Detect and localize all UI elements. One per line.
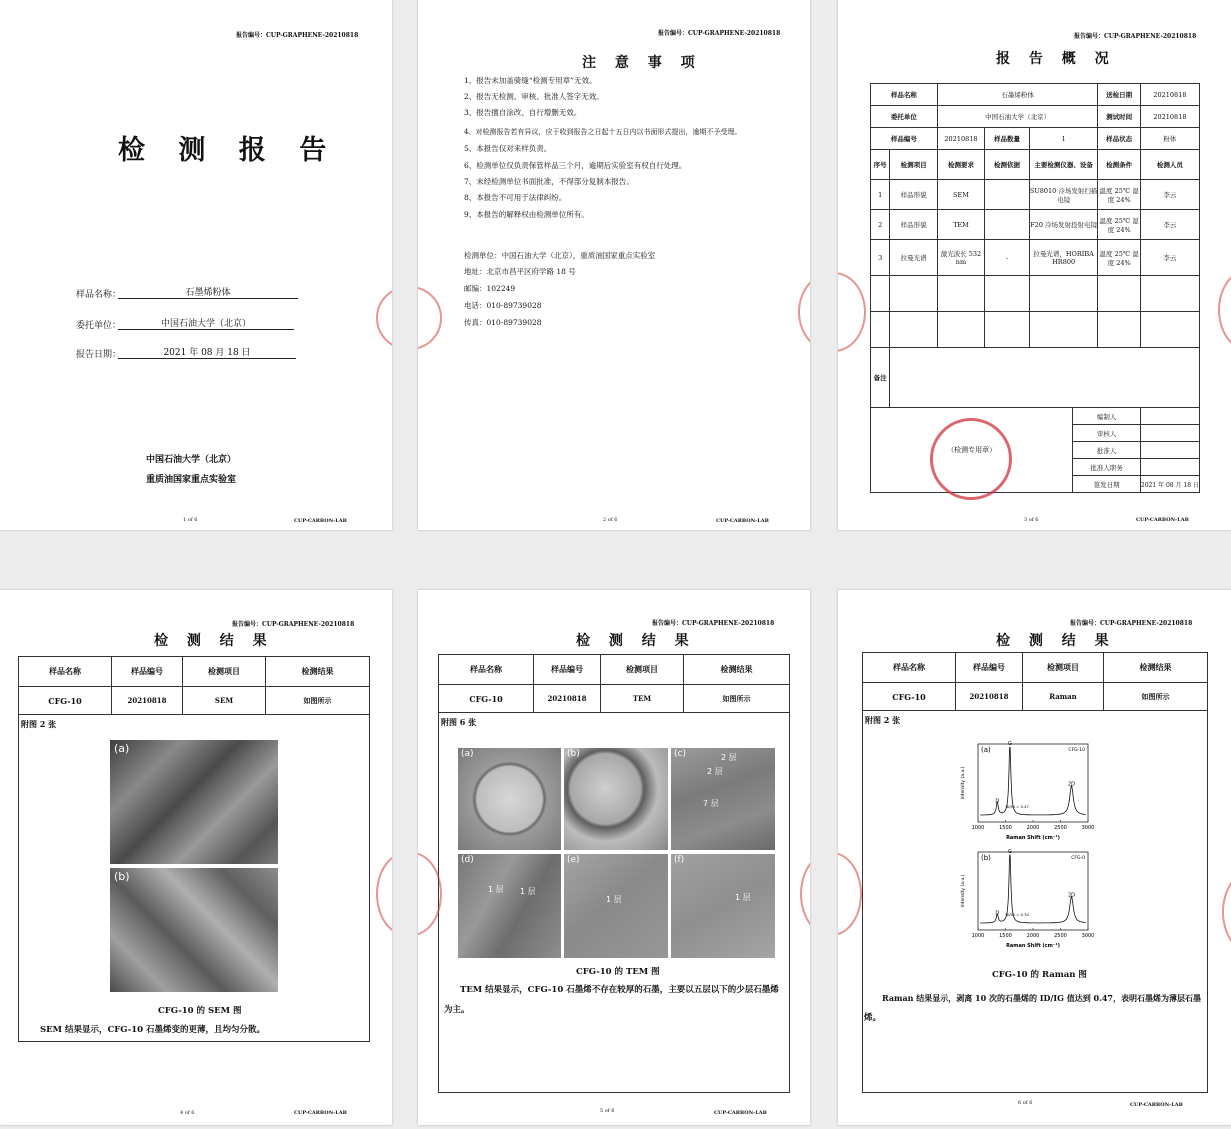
panel-label: (b) [981, 854, 991, 862]
cell: 样品形貌 [890, 180, 938, 210]
contact-line: 地址：北京市昌平区府学路 18 号 [464, 267, 576, 276]
stamp-text: （检测专用章） [947, 446, 997, 454]
lab-name: 重质油国家重点实验室 [146, 475, 237, 485]
cell: 样品状态 [1098, 128, 1140, 150]
cell: 3 [871, 240, 890, 276]
note-item: 3、报告擅自涂改、自行增删无效。 [464, 108, 582, 117]
table-header-row [19, 657, 370, 687]
header-cell: 检测项目 [890, 150, 938, 180]
note-item: 2、报告无检测、审核、批准人签字无效。 [464, 92, 604, 101]
tem-image-d [458, 854, 561, 958]
sign-row [871, 408, 1200, 425]
header-cell: 检测项目 [1023, 653, 1104, 683]
lab-footer: CUP-CARBON-LAB [294, 1110, 347, 1116]
panel-label: (d) [461, 855, 474, 865]
cell: 激光波长 532 nm [937, 240, 984, 276]
header-cell: 检测结果 [684, 655, 790, 685]
result-title: 检 测 结 果 [576, 633, 696, 649]
report-number: 报告编号：CUP-GRAPHENE-20210818 [1070, 620, 1193, 627]
cell: 样品数量 [985, 128, 1030, 150]
result-text-line2: 烯。 [864, 1013, 882, 1023]
sample-name-value: 石墨烯粉体 [118, 285, 298, 299]
layer-label: 7 层 [703, 799, 719, 808]
peak-label: 2D [1067, 781, 1076, 788]
cell: 20210818 [534, 685, 601, 713]
figure-caption: CFG-10 的 SEM 图 [158, 1006, 242, 1016]
seal-partial [798, 272, 810, 352]
client-value: 中国石油大学（北京） [118, 316, 294, 330]
seal-partial [418, 286, 442, 350]
header-cell: 样品名称 [863, 653, 956, 683]
result-text-line1: TEM 结果显示，CFG-10 石墨烯不存在较厚的石墨，主要以五层以下的少层石墨烯 [460, 985, 779, 995]
cell: SEM [937, 180, 984, 210]
peak-label: G [1007, 741, 1012, 747]
header-cell: 样品名称 [19, 657, 112, 687]
cell: 20210818 [112, 687, 183, 715]
cell: 如图所示 [684, 685, 790, 713]
report-page-sem [0, 590, 392, 1125]
panel-label: (a) [981, 746, 991, 754]
x-tick-label: 2000 [1026, 825, 1040, 831]
report-number: 报告编号：CUP-GRAPHENE-20210818 [236, 32, 359, 39]
header-cell: 检测结果 [1104, 653, 1208, 683]
ratio-annotation: ID/IG = 0.34 [1005, 912, 1029, 918]
layer-label: 2 层 [707, 767, 723, 776]
sign-label: 签发日期 [1073, 476, 1141, 493]
seal-partial [376, 852, 392, 936]
table-header-row [439, 655, 790, 685]
table-row [871, 128, 1200, 150]
layer-label: 2 层 [721, 753, 737, 762]
report-page-overview [838, 0, 1231, 530]
x-tick-label: 1500 [999, 933, 1012, 939]
x-tick-label: 2000 [1026, 933, 1040, 939]
table-row-empty [871, 276, 1200, 312]
panel-label: (f) [674, 855, 685, 865]
overview-table [870, 83, 1200, 493]
header-cell: 检测条件 [1098, 150, 1140, 180]
report-date-value: 2021 年 08 月 18 日 [118, 345, 296, 359]
cell: 1 [871, 180, 890, 210]
cell: 样品编号 [871, 128, 938, 150]
peak-label: G [1007, 849, 1012, 855]
header-cell: 序号 [871, 150, 890, 180]
sem-image-a [110, 740, 278, 864]
panel-label: (e) [567, 855, 580, 865]
tem-image-a [458, 748, 561, 850]
cell: CFG-10 [19, 687, 112, 715]
cell: 20210818 [1140, 84, 1199, 106]
cell: 2 [871, 210, 890, 240]
cell: 委托单位 [871, 106, 938, 128]
header-cell: 样品编号 [956, 653, 1023, 683]
page-number: 5 of 6 [600, 1108, 615, 1114]
report-page-raman [838, 590, 1231, 1125]
tem-image-e [564, 854, 668, 958]
cell: 粉体 [1140, 128, 1199, 150]
official-seal [930, 418, 1012, 500]
cell: - [985, 240, 1030, 276]
cell: 李云 [1140, 180, 1199, 210]
sign-label: 编制人 [1073, 408, 1141, 425]
page-number: 4 of 6 [180, 1110, 195, 1116]
header-cell: 检测结果 [266, 657, 370, 687]
header-cell: 样品编号 [112, 657, 183, 687]
header-cell: 主要检测仪器、设备 [1029, 150, 1098, 180]
seal-partial [800, 852, 810, 936]
table-row [19, 687, 370, 715]
sign-label: 批准人 [1073, 442, 1141, 459]
panel-label: (b) [114, 870, 130, 883]
ratio-annotation: ID/IG = 0.47 [1005, 804, 1029, 810]
note-item: 8、本报告不可用于法律纠纷。 [464, 193, 567, 202]
header-cell: 样品名称 [439, 655, 534, 685]
cell: 20210818 [937, 128, 984, 150]
overview-title: 报 告 概 况 [996, 51, 1116, 67]
note-item: 5、本报告仅对来样负责。 [464, 144, 552, 153]
contact-line: 电话：010-89739028 [464, 301, 542, 310]
cell: 李云 [1140, 240, 1199, 276]
result-title: 检 测 结 果 [996, 633, 1116, 649]
page-number: 2 of 6 [603, 517, 618, 523]
raman-chart-b [956, 848, 1096, 952]
remark-row [871, 348, 1200, 408]
report-number: 报告编号：CUP-GRAPHENE-20210818 [658, 30, 781, 37]
cell: 如图所示 [1104, 683, 1208, 711]
table-row [871, 84, 1200, 106]
y-axis-label: Intensity (a.u.) [961, 874, 966, 908]
lab-footer: CUP-CARBON-LAB [714, 1110, 767, 1116]
cell: 中国石油大学（北京） [937, 106, 1098, 128]
layer-label: 1 层 [488, 885, 504, 894]
cell: 温度 25℃ 湿度 24% [1098, 210, 1140, 240]
attachment-count: 附图 6 张 [441, 717, 477, 727]
seal-partial [838, 852, 862, 936]
sign-label: 批准人职务 [1073, 459, 1141, 476]
report-number: 报告编号：CUP-GRAPHENE-20210818 [1074, 33, 1197, 40]
cell: 1 [1029, 128, 1098, 150]
tem-image-f [671, 854, 775, 958]
cell: 如图所示 [266, 687, 370, 715]
tem-image-c [671, 748, 775, 850]
layer-label: 1 层 [735, 893, 751, 902]
seal-partial [376, 286, 392, 350]
table-row-empty [871, 312, 1200, 348]
x-tick-label: 3000 [1081, 933, 1095, 939]
attachment-count: 附图 2 张 [21, 719, 57, 729]
x-tick-label: 1000 [971, 933, 985, 939]
x-axis-label: Raman Shift (cm⁻¹) [1006, 943, 1060, 949]
header-cell: 检测要求 [937, 150, 984, 180]
report-page-notes [418, 0, 810, 530]
raman-chart-a [956, 740, 1096, 844]
cell: 样品形貌 [890, 210, 938, 240]
lab-footer: CUP-CARBON-LAB [294, 518, 347, 524]
notes-title: 注 意 事 项 [582, 55, 702, 71]
x-tick-label: 2500 [1054, 933, 1067, 939]
tem-image-b [564, 748, 668, 850]
page-number: 1 of 6 [183, 517, 198, 523]
lab-footer: CUP-CARBON-LAB [1130, 1102, 1183, 1108]
layer-label: 1 层 [520, 887, 536, 896]
cell: CFG-10 [863, 683, 956, 711]
cell: CFG-10 [439, 685, 534, 713]
table-row [871, 180, 1200, 210]
peak-label: D [995, 798, 1000, 805]
cell: 20210818 [1140, 106, 1199, 128]
panel-label: (a) [114, 742, 130, 755]
report-number: 报告编号：CUP-GRAPHENE-20210818 [232, 621, 355, 628]
note-item: 9、本报告的解释权由检测单位所有。 [464, 210, 589, 219]
attachment-count: 附图 2 张 [865, 715, 901, 725]
issue-date: 2021 年 08 月 18 日 [1140, 476, 1199, 493]
org-name: 中国石油大学（北京） [146, 455, 237, 465]
cell: 送检日期 [1098, 84, 1140, 106]
note-item: 1、报告未加盖骑缝“检测专用章”无效。 [464, 76, 597, 85]
figure-caption: CFG-10 的 Raman 图 [992, 970, 1087, 980]
cell: SEM [183, 687, 266, 715]
panel-label: (c) [674, 749, 686, 759]
contact-line: 传真：010-89739028 [464, 318, 542, 327]
seal-partial [1218, 268, 1231, 352]
table-header-row [863, 653, 1208, 683]
header-cell: 检测依据 [985, 150, 1030, 180]
seal-partial [1222, 870, 1231, 954]
cell [985, 210, 1030, 240]
seal-partial [838, 272, 866, 352]
sample-label: CFG-10 [1068, 748, 1085, 753]
header-cell: 检测人员 [1140, 150, 1199, 180]
cell: Raman [1023, 683, 1104, 711]
cell: 拉曼光谱 [890, 240, 938, 276]
contact-line: 邮编：102249 [464, 284, 516, 293]
result-title: 检 测 结 果 [154, 633, 274, 649]
x-axis-label: Raman Shift (cm⁻¹) [1006, 835, 1060, 841]
sign-label: 审核人 [1073, 425, 1141, 442]
page-number: 6 of 6 [1018, 1100, 1033, 1106]
header-cell: 检测项目 [183, 657, 266, 687]
field-label: 委托单位： [76, 321, 122, 331]
report-page-cover [0, 0, 392, 530]
cell: TEM [937, 210, 984, 240]
result-text-line2: 为主。 [444, 1005, 470, 1015]
x-tick-label: 2500 [1054, 825, 1067, 831]
table-row [871, 106, 1200, 128]
layer-label: 1 层 [606, 895, 622, 904]
cell: 李云 [1140, 210, 1199, 240]
cell: 测试时间 [1098, 106, 1140, 128]
report-number: 报告编号：CUP-GRAPHENE-20210818 [652, 620, 775, 627]
note-item: 4、对检测报告若有异议，应于收到报告之日起十五日内以书面形式提出，逾期不予受理。 [464, 128, 742, 136]
sem-image-b [110, 868, 278, 992]
panel-label: (b) [567, 749, 580, 759]
report-title: 检 测 报 告 [118, 135, 339, 166]
header-cell: 检测项目 [601, 655, 684, 685]
x-tick-label: 1500 [999, 825, 1012, 831]
table-row [863, 683, 1208, 711]
field-label: 报告日期： [76, 350, 122, 360]
note-item: 7、未经检测单位书面批准，不得部分复制本报告。 [464, 177, 634, 186]
cell: 拉曼光谱，HORIBA HR800 [1029, 240, 1098, 276]
cell: 20210818 [956, 683, 1023, 711]
peak-label: D [995, 910, 1000, 917]
cell: TEM [601, 685, 684, 713]
lab-footer: CUP-CARBON-LAB [1136, 517, 1189, 523]
table-row [871, 240, 1200, 276]
cell: 温度 25℃ 湿度 24% [1098, 180, 1140, 210]
y-axis-label: Intensity (a.u.) [961, 766, 966, 800]
result-text: SEM 结果显示，CFG-10 石墨烯变的更薄，且均匀分散。 [40, 1025, 266, 1035]
x-tick-label: 3000 [1081, 825, 1095, 831]
field-label: 样品名称： [76, 290, 122, 300]
header-cell: 样品编号 [534, 655, 601, 685]
note-item: 6、检测单位仅负责保管样品三个月，逾期后实验室有权自行处理。 [464, 161, 687, 170]
cell: 石墨烯粉体 [937, 84, 1098, 106]
cell: SU8010 冷场发射扫描电镜 [1029, 180, 1098, 210]
table-row [871, 210, 1200, 240]
report-page-tem [418, 590, 810, 1125]
table-header-row [871, 150, 1200, 180]
panel-label: (a) [461, 749, 474, 759]
cell: 样品名称 [871, 84, 938, 106]
cell: 温度 25℃ 湿度 24% [1098, 240, 1140, 276]
figure-caption: CFG-10 的 TEM 图 [576, 967, 660, 977]
plot-frame [978, 852, 1088, 930]
contact-line: 检测单位：中国石油大学（北京），重质油国家重点实验室 [464, 251, 656, 260]
remark-label: 备注 [871, 348, 890, 408]
page-number: 3 of 6 [1024, 517, 1039, 523]
peak-label: 2D [1067, 892, 1076, 899]
sample-label: CFG-0 [1071, 856, 1085, 861]
cell: F20 冷场发射投射电镜 [1029, 210, 1098, 240]
result-text: Raman 结果显示，剥离 10 次的石墨烯的 ID/IG 值达到 0.47，表明石墨烯为薄层石墨 [882, 993, 1201, 1003]
x-tick-label: 1000 [971, 825, 985, 831]
table-row [439, 685, 790, 713]
lab-footer: CUP-CARBON-LAB [716, 518, 769, 524]
cell [985, 180, 1030, 210]
